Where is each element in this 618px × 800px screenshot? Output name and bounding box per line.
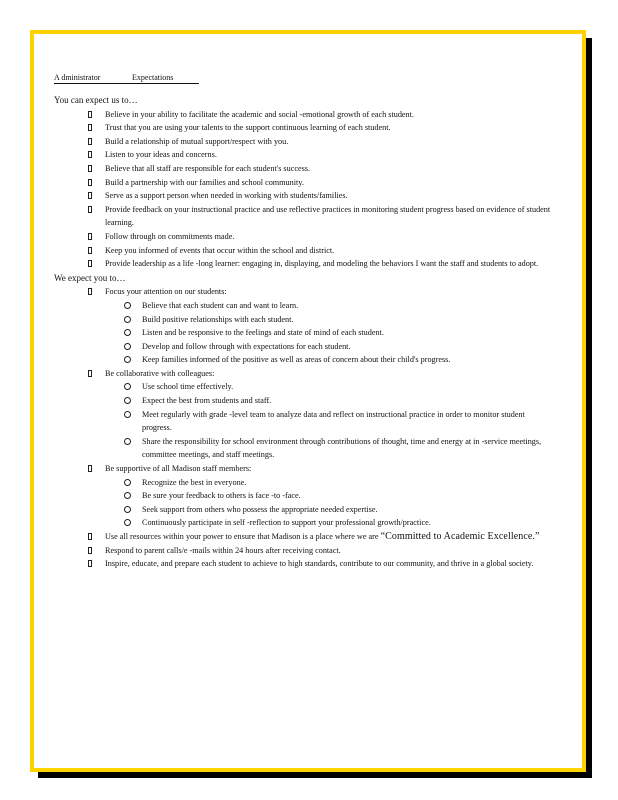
square-bullet-icon	[88, 547, 92, 554]
list-item: Build a partnership with our families and school community.	[54, 176, 554, 190]
list-item: Build a relationship of mutual support/respect with you.	[54, 135, 554, 149]
square-bullet-icon	[88, 111, 92, 118]
circle-bullet-icon	[124, 492, 131, 499]
sub-list-item: Meet regularly with grade -level team to analyze data and reflect on instructional practice in order to monitor student progress.	[105, 408, 554, 435]
sublist-focus	[105, 299, 554, 367]
staff-expectations-list	[54, 285, 554, 570]
sub-list-item: Expect the best from students and staff.	[105, 394, 554, 408]
square-bullet-icon	[88, 206, 92, 213]
square-bullet-icon	[88, 560, 92, 567]
list-item: Be supportive of all Madison staff members: Recognize the best in everyone. Be sure your feedback to others is face -to -face. Seek support from others who possess the appropriate needed expertise. Continuously participate in self -reflection to support your professional growth/practice.	[54, 462, 554, 530]
sub-list-item: Be sure your feedback to others is face -to -face.	[105, 489, 554, 503]
sub-list-item: Share the responsibility for school environment through contributions of thought, time and energy at in -service meetings, committee meetings, and staff meetings.	[105, 435, 554, 462]
circle-bullet-icon	[124, 519, 131, 526]
sub-list-item: Develop and follow through with expectations for each student.	[105, 340, 554, 354]
square-bullet-icon	[88, 247, 92, 254]
square-bullet-icon	[88, 233, 92, 240]
list-item: Use all resources within your power to ensure that Madison is a place where we are “Committed to Academic Excellence.”	[54, 530, 554, 544]
list-item: Listen to your ideas and concerns.	[54, 148, 554, 162]
sub-list-item: Build positive relationships with each student.	[105, 313, 554, 327]
circle-bullet-icon	[124, 356, 131, 363]
list-item: Provide leadership as a life -long learner: engaging in, displaying, and modeling the behaviors I want the staff and students to adopt.	[54, 257, 554, 271]
circle-bullet-icon	[124, 383, 131, 390]
section-heading-we-expect: We expect you to…	[54, 272, 126, 283]
list-item: Inspire, educate, and prepare each student to achieve to high standards, contribute to our community, and thrive in a global society.	[54, 557, 554, 571]
sub-list-item: Seek support from others who possess the appropriate needed expertise.	[105, 503, 554, 517]
list-item: Keep you informed of events that occur within the school and district.	[54, 244, 554, 258]
circle-bullet-icon	[124, 411, 131, 418]
circle-bullet-icon	[124, 438, 131, 445]
square-bullet-icon	[88, 151, 92, 158]
sublist-support	[105, 476, 554, 530]
square-bullet-icon	[88, 260, 92, 267]
section-heading-you-can-expect: You can expect us to…	[54, 95, 138, 105]
list-item: Follow through on commitments made.	[54, 230, 554, 244]
circle-bullet-icon	[124, 479, 131, 486]
admin-commitments-list	[54, 108, 554, 271]
page-title	[54, 72, 199, 84]
circle-bullet-icon	[124, 316, 131, 323]
list-item: Focus your attention on our students: Believe that each student can and want to learn. Build positive relationships with each student. Listen and be responsive to the feelings and state of mind of each student. Develop and follow through with expectations for each student. Keep families informed of the positive as well as areas of concern about their child's progress.	[54, 285, 554, 367]
motto-emphasis: “Committed to Academic Excellence.”	[380, 531, 540, 542]
list-item: Trust that you are using your talents to the support continuous learning of each student.	[54, 121, 554, 135]
sub-list-item: Listen and be responsive to the feelings and state of mind of each student.	[105, 326, 554, 340]
square-bullet-icon	[88, 370, 92, 377]
sub-list-item: Keep families informed of the positive as well as areas of concern about their child's progress.	[105, 353, 554, 367]
square-bullet-icon	[88, 138, 92, 145]
sub-list-item: Believe that each student can and want to learn.	[105, 299, 554, 313]
list-item: Serve as a support person when needed in working with students/families.	[54, 189, 554, 203]
title-left: A dministrator	[54, 73, 101, 82]
list-item: Believe in your ability to facilitate the academic and social -emotional growth of each student.	[54, 108, 554, 122]
sublist-collab	[105, 380, 554, 462]
square-bullet-icon	[88, 192, 92, 199]
title-right: Expectations	[132, 73, 174, 82]
circle-bullet-icon	[124, 397, 131, 404]
sub-list-item: Use school time effectively.	[105, 380, 554, 394]
square-bullet-icon	[88, 165, 92, 172]
list-item: Believe that all staff are responsible for each student's success.	[54, 162, 554, 176]
square-bullet-icon	[88, 179, 92, 186]
sub-list-item: Continuously participate in self -reflection to support your professional growth/practice.	[105, 516, 554, 530]
circle-bullet-icon	[124, 329, 131, 336]
square-bullet-icon	[88, 124, 92, 131]
list-item: Respond to parent calls/e -mails within 24 hours after receiving contact.	[54, 544, 554, 558]
sub-list-item: Recognize the best in everyone.	[105, 476, 554, 490]
square-bullet-icon	[88, 533, 92, 540]
circle-bullet-icon	[124, 343, 131, 350]
circle-bullet-icon	[124, 506, 131, 513]
circle-bullet-icon	[124, 302, 131, 309]
list-item: Be collaborative with colleagues: Use school time effectively. Expect the best from students and staff. Meet regularly with grade -level team to analyze data and reflect on instructional practice in order to monitor student progress. Share the responsibility for school environment through contributions of thought, time and energy at in -service meetings, committee meetings, and staff meetings.	[54, 367, 554, 462]
page-frame	[30, 30, 586, 772]
list-item: Provide feedback on your instructional practice and use reflective practices in monitoring student progress based on evidence of student learning.	[54, 203, 554, 230]
square-bullet-icon	[88, 288, 92, 295]
document-body	[54, 72, 554, 571]
square-bullet-icon	[88, 465, 92, 472]
